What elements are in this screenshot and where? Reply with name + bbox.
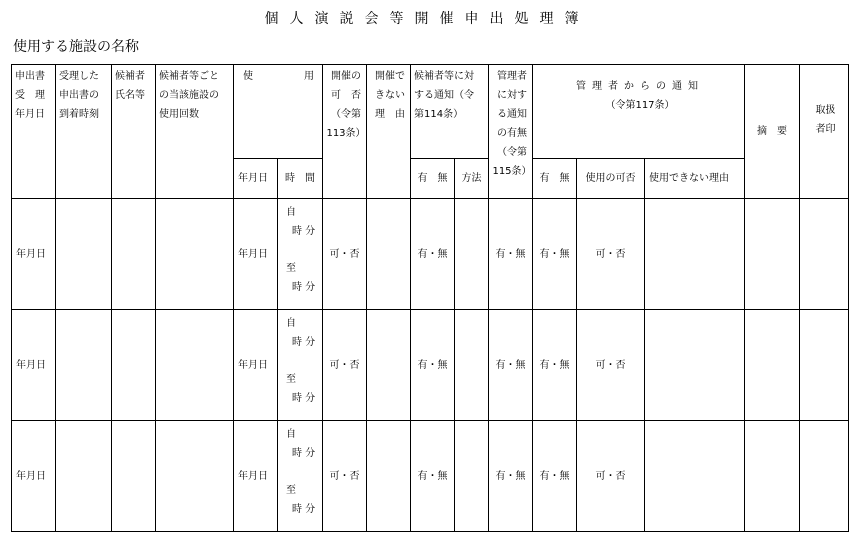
remarks-cell[interactable]: [745, 310, 800, 421]
manager-reply-cell[interactable]: 有・無: [533, 310, 577, 421]
table-row: [12, 310, 849, 421]
candidate-name-cell[interactable]: [112, 199, 156, 310]
table-row: [12, 199, 849, 310]
usage-count-cell[interactable]: [156, 199, 234, 310]
header-use-time: 時 間: [278, 159, 323, 199]
use-time-cell[interactable]: 自 時 分 至 時 分: [278, 310, 323, 421]
refusal-reason-cell[interactable]: [367, 421, 411, 532]
header-candidate-notice-method: 方法: [455, 159, 489, 199]
unusable-reason-cell[interactable]: [645, 421, 745, 532]
candidate-notice-cell[interactable]: 有・無: [411, 310, 455, 421]
header-receipt-date: 申出書 受 理 年月日: [12, 65, 56, 199]
header-candidate-notice: 候補者等に対 する通知（令 第114条）: [411, 65, 489, 159]
candidate-name-cell[interactable]: [112, 310, 156, 421]
refusal-reason-cell[interactable]: [367, 199, 411, 310]
header-holding-allowed: 開催の 可 否 （令第 113条）: [323, 65, 367, 199]
table-row: [12, 421, 849, 532]
usage-count-cell[interactable]: [156, 310, 234, 421]
candidate-notice-cell[interactable]: 有・無: [411, 421, 455, 532]
header-handler-seal: 取扱 者印: [800, 65, 849, 199]
holding-allowed-cell[interactable]: 可・否: [323, 310, 367, 421]
notice-method-cell[interactable]: [455, 310, 489, 421]
header-candidate-notice-yesno: 有 無: [411, 159, 455, 199]
arrival-time-cell[interactable]: [56, 199, 112, 310]
use-date-cell[interactable]: 年月日: [234, 310, 278, 421]
manager-notice-cell[interactable]: 有・無: [489, 310, 533, 421]
manager-reply-cell[interactable]: 有・無: [533, 421, 577, 532]
header-use: 使 用: [234, 65, 323, 159]
header-remarks: 摘 要: [745, 65, 800, 199]
header-refusal-reason: 開催で きない 理 由: [367, 65, 411, 199]
unusable-reason-cell[interactable]: [645, 199, 745, 310]
header-unusable-reason: 使用できない理由: [645, 159, 745, 199]
page-title: 個人演説会等開催申出処理簿: [264, 11, 590, 27]
holding-allowed-cell[interactable]: 可・否: [323, 421, 367, 532]
use-allowed-cell[interactable]: 可・否: [577, 199, 645, 310]
header-use-date: 年月日: [234, 159, 278, 199]
receipt-date-cell[interactable]: 年月日: [12, 199, 56, 310]
facility-name-label: 使用する施設の名称: [13, 39, 139, 55]
handler-seal-cell[interactable]: [800, 199, 849, 310]
use-allowed-cell[interactable]: 可・否: [577, 421, 645, 532]
manager-reply-cell[interactable]: 有・無: [533, 199, 577, 310]
header-candidate-name: 候補者 氏名等: [112, 65, 156, 199]
remarks-cell[interactable]: [745, 421, 800, 532]
candidate-notice-cell[interactable]: 有・無: [411, 199, 455, 310]
use-date-cell[interactable]: 年月日: [234, 199, 278, 310]
manager-notice-cell[interactable]: 有・無: [489, 421, 533, 532]
arrival-time-cell[interactable]: [56, 421, 112, 532]
header-use-allowed: 使用の可否: [577, 159, 645, 199]
manager-notice-cell[interactable]: 有・無: [489, 199, 533, 310]
receipt-date-cell[interactable]: 年月日: [12, 421, 56, 532]
handler-seal-cell[interactable]: [800, 421, 849, 532]
holding-allowed-cell[interactable]: 可・否: [323, 199, 367, 310]
header-manager-notice: 管理者 に対す る通知 の有無 （令第 115条）: [489, 65, 533, 199]
header-notice-from-manager: 管理者からの通知 （令第117条）: [533, 65, 745, 159]
receipt-date-cell[interactable]: 年月日: [12, 310, 56, 421]
handler-seal-cell[interactable]: [800, 310, 849, 421]
use-allowed-cell[interactable]: 可・否: [577, 310, 645, 421]
use-time-cell[interactable]: 自 時 分 至 時 分: [278, 199, 323, 310]
use-time-cell[interactable]: 自 時 分 至 時 分: [278, 421, 323, 532]
header-usage-count: 候補者等ごと の当該施設の 使用回数: [156, 65, 234, 199]
usage-count-cell[interactable]: [156, 421, 234, 532]
refusal-reason-cell[interactable]: [367, 310, 411, 421]
header-arrival-time: 受理した 申出書の 到着時刻: [56, 65, 112, 199]
remarks-cell[interactable]: [745, 199, 800, 310]
header-manager-notice-yesno: 有 無: [533, 159, 577, 199]
arrival-time-cell[interactable]: [56, 310, 112, 421]
processing-register-table: [11, 64, 849, 532]
candidate-name-cell[interactable]: [112, 421, 156, 532]
unusable-reason-cell[interactable]: [645, 310, 745, 421]
notice-method-cell[interactable]: [455, 199, 489, 310]
notice-method-cell[interactable]: [455, 421, 489, 532]
use-date-cell[interactable]: 年月日: [234, 421, 278, 532]
